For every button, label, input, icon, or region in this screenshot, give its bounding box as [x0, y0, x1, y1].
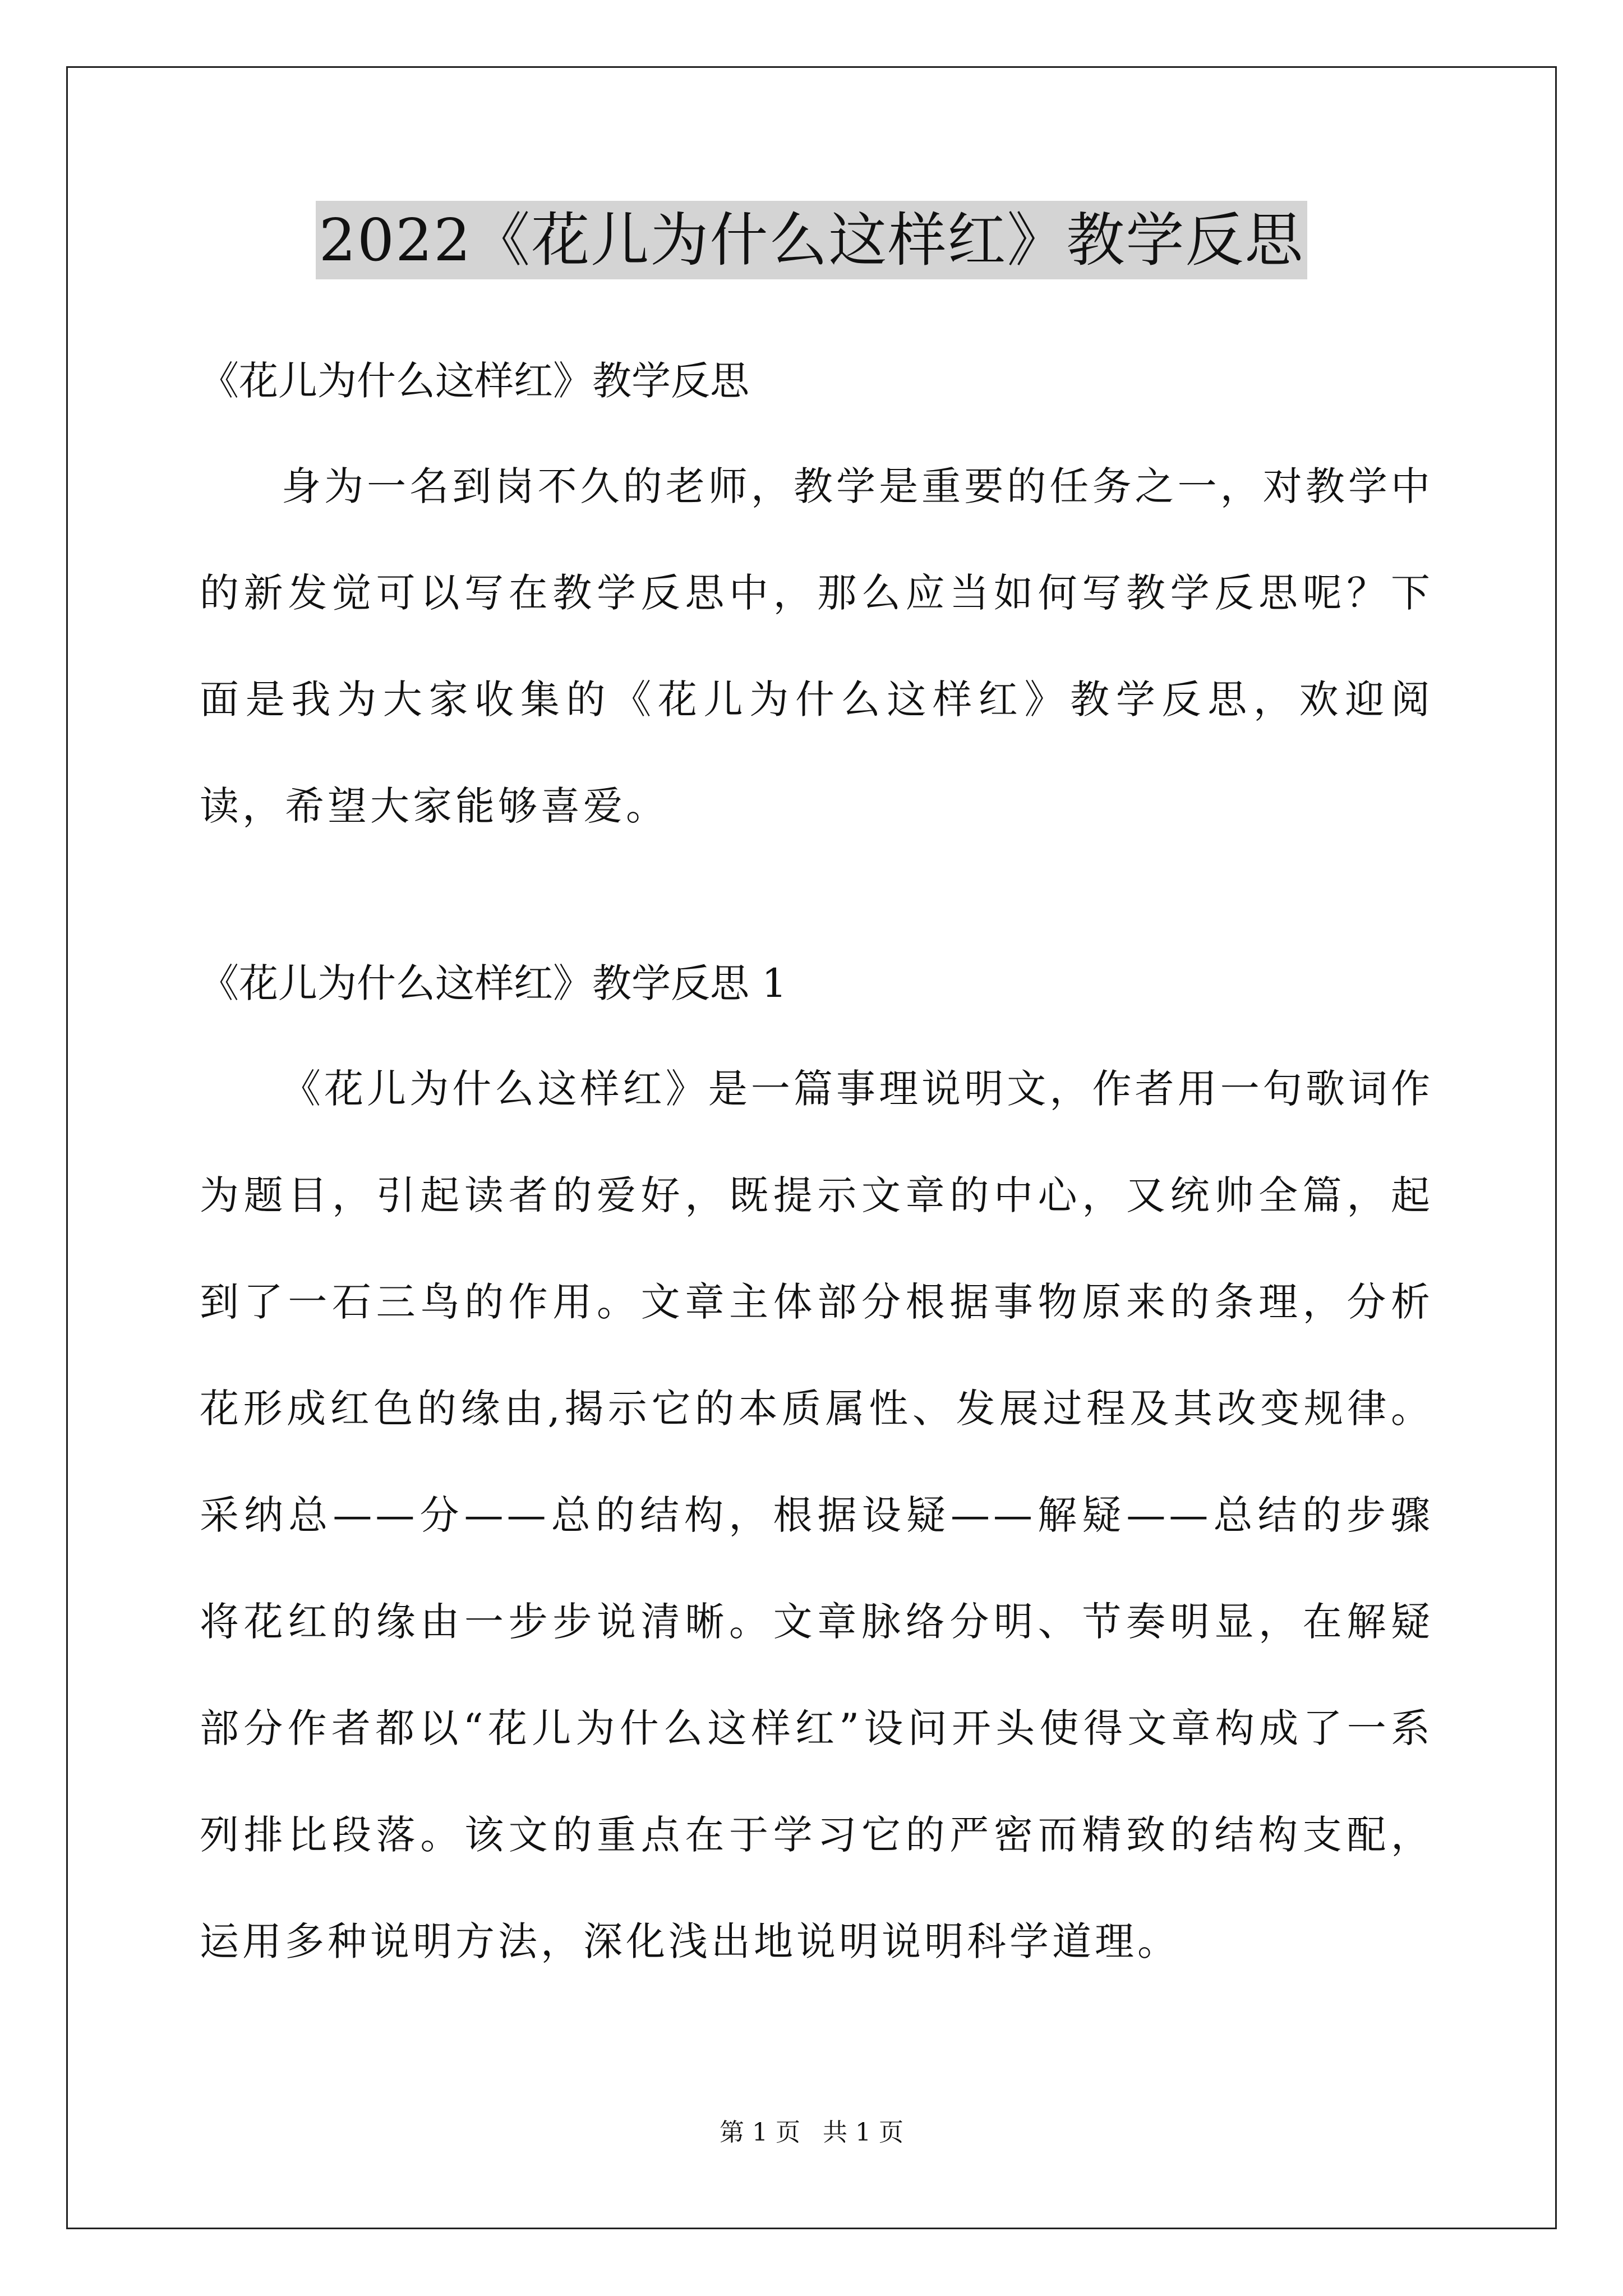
- title-container: [0, 201, 1623, 279]
- page-number: 第 1 页: [720, 2118, 800, 2147]
- document-title: 2022《花儿为什么这样红》教学反思: [316, 201, 1308, 279]
- intro-paragraph: 身为一名到岗不久的老师，教学是重要的任务之一，对教学中的新发觉可以写在教学反思中，那么应当如何写教学反思呢？下面是我为大家收集的《花儿为什么这样红》教学反思，欢迎阅读，希望大家能够喜爱。: [200, 463, 1433, 829]
- section1-block: [200, 1036, 1433, 1995]
- page-footer: [0, 2116, 1623, 2150]
- page-total: 共 1 页: [823, 2118, 903, 2147]
- subheading: 《花儿为什么这样红》教学反思: [200, 358, 749, 404]
- section1-paragraph: 《花儿为什么这样红》是一篇事理说明文，作者用一句歌词作为题目，引起读者的爱好，既提示文章的中心，又统帅全篇，起到了一石三鸟的作用。文章主体部分根据事物原来的条理，分析花形成红色的缘由,揭示它的本质属性、发展过程及其改变规律。采纳总——分——总的结构，根据设疑——解疑——总结的步骤将花红的缘由一步步说清晰。文章脉络分明、节奏明显，在解疑部分作者都以“花儿为什么这样红”设问开头使得文章构成了一系列排比段落。该文的重点在于学习它的严密而精致的结构支配，运用多种说明方法，深化浅出地说明说明科学道理。: [200, 1066, 1433, 1964]
- section1-heading: 《花儿为什么这样红》教学反思 1: [200, 960, 787, 1006]
- intro-block: [200, 433, 1433, 859]
